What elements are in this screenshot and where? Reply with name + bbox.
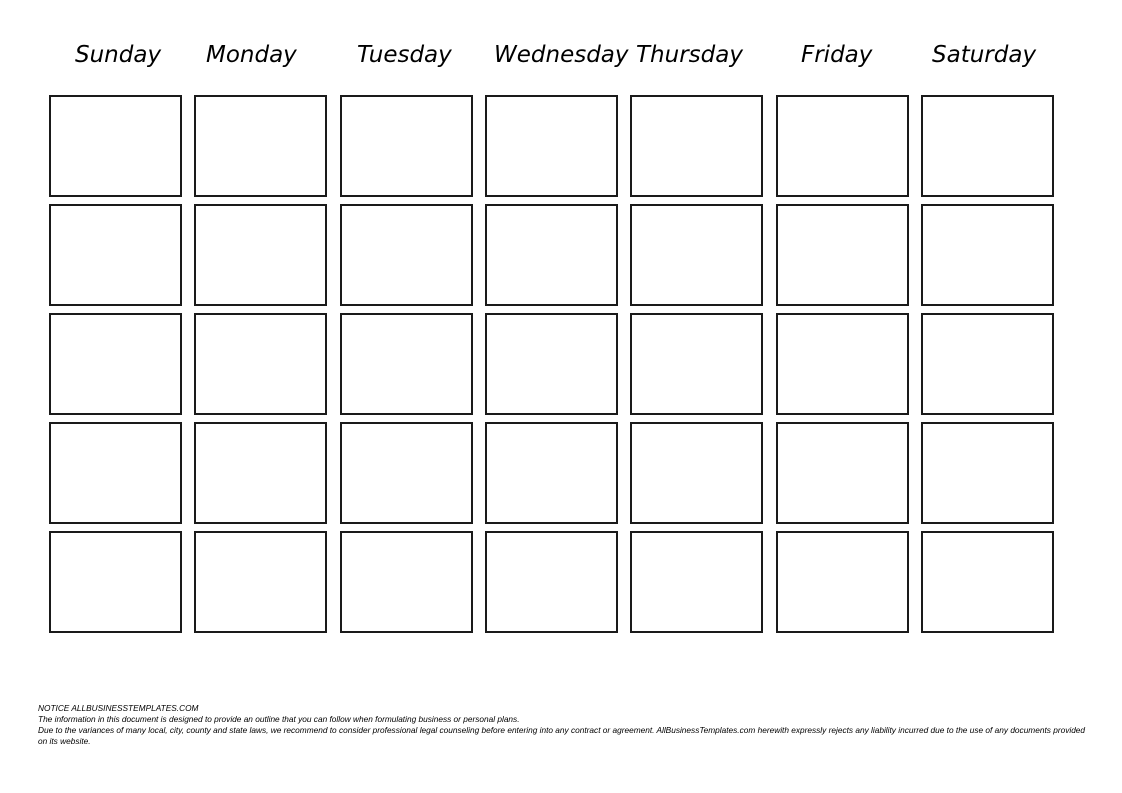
day-cell-week5-tuesday <box>340 531 473 633</box>
day-header-friday: Friday <box>801 42 873 68</box>
day-cell-week1-wednesday <box>485 95 618 197</box>
day-cell-week4-saturday <box>921 422 1054 524</box>
day-header-thursday: Thursday <box>636 42 743 68</box>
legal-notice <box>38 703 1093 747</box>
day-cell-week2-saturday <box>921 204 1054 306</box>
day-cell-week3-tuesday <box>340 313 473 415</box>
day-cell-week1-tuesday <box>340 95 473 197</box>
day-cell-week5-sunday <box>49 531 182 633</box>
day-cell-week2-thursday <box>630 204 763 306</box>
day-cell-week4-sunday <box>49 422 182 524</box>
calendar-grid <box>49 95 1054 635</box>
day-cell-week5-monday <box>194 531 327 633</box>
day-cell-week4-thursday <box>630 422 763 524</box>
day-cell-week3-saturday <box>921 313 1054 415</box>
day-cell-week2-monday <box>194 204 327 306</box>
day-cell-week1-sunday <box>49 95 182 197</box>
day-cell-week3-friday <box>776 313 909 415</box>
day-cell-week4-friday <box>776 422 909 524</box>
day-cell-week3-thursday <box>630 313 763 415</box>
day-cell-week2-tuesday <box>340 204 473 306</box>
day-cell-week2-sunday <box>49 204 182 306</box>
day-cell-week2-wednesday <box>485 204 618 306</box>
day-header-saturday: Saturday <box>932 42 1037 68</box>
day-cell-week5-friday <box>776 531 909 633</box>
day-header-tuesday: Tuesday <box>357 42 452 68</box>
day-header-wednesday: Wednesday <box>494 42 629 68</box>
day-cell-week2-friday <box>776 204 909 306</box>
day-cell-week1-thursday <box>630 95 763 197</box>
day-cell-week1-friday <box>776 95 909 197</box>
day-header-sunday: Sunday <box>75 42 162 68</box>
day-cell-week5-thursday <box>630 531 763 633</box>
day-cell-week4-wednesday <box>485 422 618 524</box>
notice-line-1: The information in this document is designed to provide an outline that you can follow when formulating business or personal plans. <box>38 714 520 724</box>
day-cell-week3-sunday <box>49 313 182 415</box>
day-cell-week5-wednesday <box>485 531 618 633</box>
day-cell-week1-saturday <box>921 95 1054 197</box>
notice-heading: NOTICE ALLBUSINESSTEMPLATES.COM <box>38 703 199 713</box>
day-cell-week4-tuesday <box>340 422 473 524</box>
day-cell-week3-wednesday <box>485 313 618 415</box>
day-cell-week1-monday <box>194 95 327 197</box>
day-cell-week5-saturday <box>921 531 1054 633</box>
notice-line-2: Due to the variances of many local, city, county and state laws, we recommend to consider professional legal counseling before entering into any contract or agreement. AllBusinessTemplates.com herewith expressly rejects any liability incurred due to the use of any documents provided on its website. <box>38 725 1086 746</box>
day-header-monday: Monday <box>206 42 297 68</box>
day-cell-week3-monday <box>194 313 327 415</box>
day-cell-week4-monday <box>194 422 327 524</box>
